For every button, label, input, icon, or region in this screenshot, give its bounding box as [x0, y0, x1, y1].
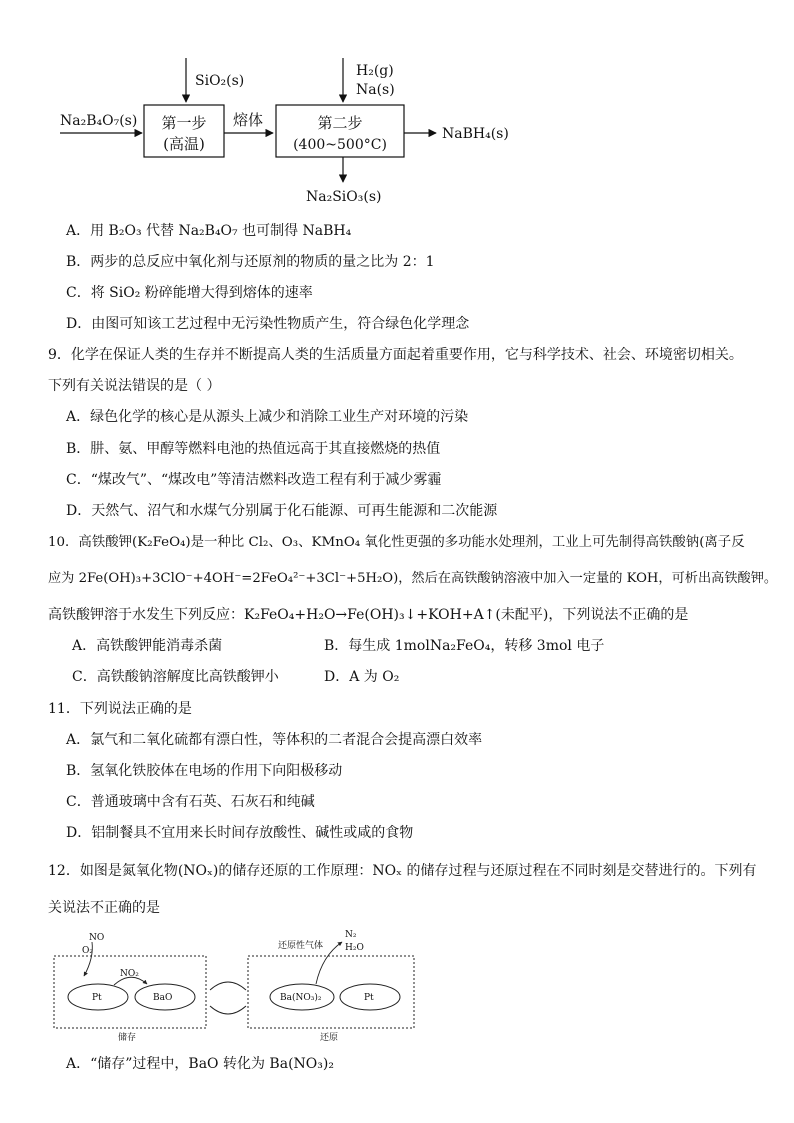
q12-pt-right: Pt — [364, 993, 374, 1003]
q8-step2-line2: (400~500°C) — [293, 137, 387, 153]
q12-pt-left: Pt — [92, 993, 102, 1003]
q12-n2-label: N₂ — [345, 930, 357, 940]
q11-option-d: D．铝制餐具不宜用来长时间存放酸性、碱性或咸的食物 — [66, 825, 414, 841]
q10-stem-line3: 高铁酸钾溶于水发生下列反应：K₂FeO₄+H₂O→Fe(OH)₃↓+KOH+A↑(未配平)，下列说法不正确的是 — [48, 607, 689, 623]
q8-option-d: D．由图可知该工艺过程中无污染性物质产生，符合绿色化学理念 — [66, 316, 470, 332]
q12-cycle-arrow-bottom — [210, 1006, 246, 1014]
q11-option-b: B．氢氧化铁胶体在电场的作用下向阳极移动 — [66, 763, 343, 779]
q8-melt-label: 熔体 — [233, 111, 264, 129]
q12-no-label: NO — [89, 933, 105, 943]
q12-stem-line1: 12．如图是氮氧化物(NOₓ)的储存还原的工作原理：NOₓ 的储存过程与还原过程在不同时刻是交替进行的。下列有 — [48, 863, 757, 879]
q8-flow-diagram — [40, 50, 560, 210]
q12-bao-label: BaO — [153, 993, 173, 1003]
q10-option-d: D．A 为 O₂ — [324, 669, 400, 685]
q10-stem-line2: 应为 2Fe(OH)₃+3ClO⁻+4OH⁻=2FeO₄²⁻+3Cl⁻+5H₂O)，然后在高铁酸钠溶液中加入一定量的 KOH，可析出高铁酸钾。 — [48, 571, 778, 586]
q9-option-a: A．绿色化学的核心是从源头上减少和消除工业生产对环境的污染 — [66, 409, 469, 425]
q9-option-b: B．肼、氨、甲醇等燃料电池的热值远高于其直接燃烧的热值 — [66, 441, 441, 457]
q12-reduction-label: 还原 — [320, 1033, 339, 1043]
q10-option-b: B．每生成 1molNa₂FeO₄，转移 3mol 电子 — [324, 638, 605, 654]
q8-output-na2sio3: Na₂SiO₃(s) — [306, 189, 382, 205]
q8-input-sio2: SiO₂(s) — [195, 73, 245, 89]
q8-option-a: A．用 B₂O₃ 代替 Na₂B₄O₇ 也可制得 NaBH₄ — [66, 223, 352, 239]
q8-step1-line1: 第一步 — [161, 114, 207, 132]
q11-option-c: C．普通玻璃中含有石英、石灰石和纯碱 — [66, 794, 315, 810]
q11-stem: 11．下列说法正确的是 — [48, 701, 192, 717]
q8-output-nabh4: NaBH₄(s) — [442, 126, 509, 142]
q12-nox-diagram — [48, 926, 468, 1046]
q9-stem-line2: 下列有关说法错误的是（ ） — [48, 378, 221, 394]
q9-stem-line1: 9．化学在保证人类的生存并不断提高人类的生活质量方面起着重要作用，它与科学技术、社会、环境密切相关。 — [48, 347, 743, 363]
q10-option-a: A．高铁酸钾能消毒杀菌 — [72, 638, 223, 654]
q8-input-h2: H₂(g) — [356, 63, 394, 79]
q12-option-a: A．“储存”过程中，BaO 转化为 Ba(NO₃)₂ — [66, 1056, 334, 1072]
q12-storage-label: 储存 — [118, 1033, 137, 1043]
q8-option-c: C．将 SiO₂ 粉碎能增大得到熔体的速率 — [66, 285, 313, 301]
q8-input-left: Na₂B₄O₇(s) — [60, 113, 138, 129]
q10-stem-line1: 10．高铁酸钾(K₂FeO₄)是一种比 Cl₂、O₃、KMnO₄ 氧化性更强的多功能水处理剂，工业上可先制得高铁酸钠(离子反 — [48, 535, 745, 550]
q10-option-c: C．高铁酸钠溶解度比高铁酸钾小 — [72, 669, 279, 685]
q12-no2-label: NO₂ — [120, 969, 139, 979]
q12-storage-box — [54, 956, 206, 1028]
q12-h2o-label: H₂O — [345, 943, 364, 953]
q12-reducing-gas: 还原性气体 — [278, 941, 324, 951]
q8-input-na: Na(s) — [356, 82, 395, 98]
q9-option-c: C．“煤改气”、“煤改电”等清洁燃料改造工程有利于减少雾霾 — [66, 472, 442, 488]
q11-option-a: A．氯气和二氧化硫都有漂白性，等体积的二者混合会提高漂白效率 — [66, 732, 483, 748]
q8-step2-line1: 第二步 — [317, 114, 363, 132]
q8-option-b: B．两步的总反应中氧化剂与还原剂的物质的量之比为 2：1 — [66, 254, 435, 270]
q12-stem-line2: 关说法不正确的是 — [48, 900, 160, 916]
q12-cycle-arrow-top — [210, 982, 246, 990]
q8-step1-line2: (高温) — [163, 135, 205, 153]
q12-ba-no3-label: Ba(NO₃)₂ — [280, 993, 322, 1003]
q9-option-d: D．天然气、沼气和水煤气分别属于化石能源、可再生能源和二次能源 — [66, 503, 498, 519]
q12-o2-label: O₂ — [82, 946, 93, 956]
